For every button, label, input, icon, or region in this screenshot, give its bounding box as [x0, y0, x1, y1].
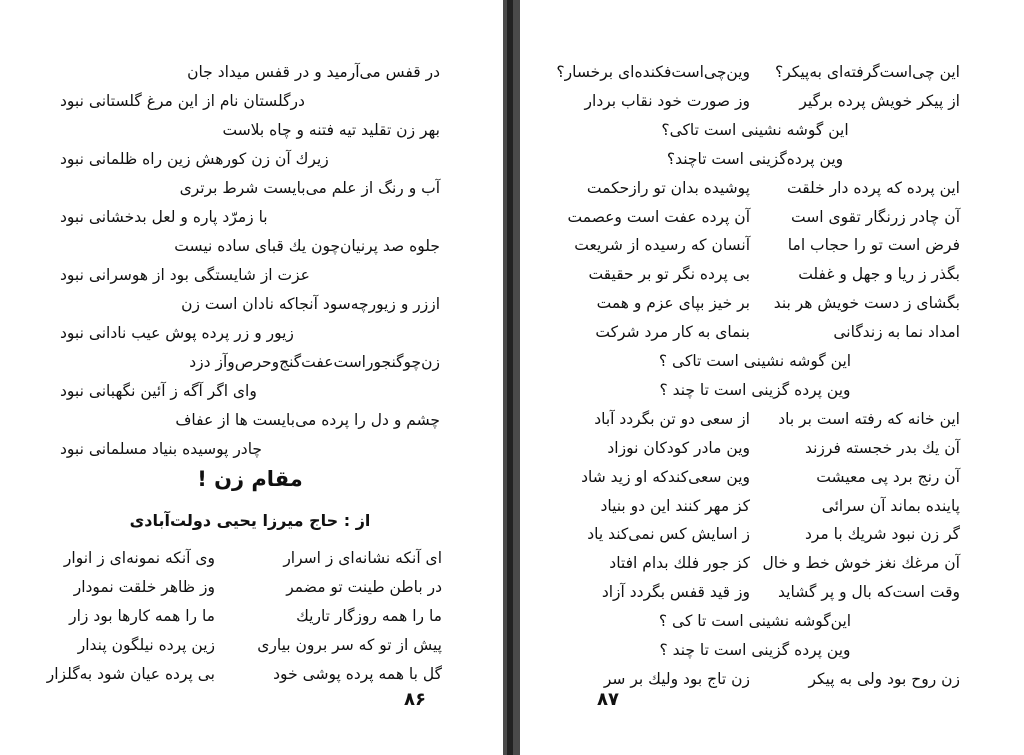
verse-hemistich-right: گل با همه پرده پوشی خود [273, 665, 442, 683]
verse-hemistich-right: پیش از تو که سر برون بیاری [257, 636, 442, 654]
left-page [0, 0, 503, 755]
verse-line: عزت از شایستگی بود از هوسرانی نبود [60, 266, 310, 284]
verse-hemistich-right: پاینده بماند آن سرائی [821, 496, 960, 515]
verse-line: اززر و زیورچه‌سود آنجاکه نادان است زن [181, 295, 440, 313]
verse-hemistich-right: این خانه که رفته است بر باد [778, 409, 960, 428]
verse-line: چادر پوسیده بنیاد مسلمانی نبود [60, 440, 263, 458]
verse-hemistich-left: پوشیده بدان تو رازحکمت [586, 178, 750, 197]
verse-line: زن‌چوگنجوراست‌عفت‌گنج‌وحرص‌وآز دزد [189, 353, 440, 371]
section-title: مقام زن ! [197, 467, 303, 491]
page-number: ۸۶ [404, 689, 426, 710]
verse-hemistich-left: وی آنکه نمونه‌ای ز انوار [63, 549, 215, 567]
refrain-line: وین پرده گزینی است تا چند ؟ [659, 641, 851, 659]
verse-hemistich-left: ز اسایش کس نمی‌کند یاد [587, 525, 750, 544]
verse-line: آب و رنگ از علم می‌بایست شرط برتری [179, 179, 440, 197]
verse-hemistich-right: از پیکر خویش پرده برگیر [799, 91, 960, 110]
verse-hemistich-right: امداد نما به زندگانی [833, 323, 960, 342]
verse-line: زیور و زر پرده پوش عیب نادانی نبود [60, 324, 294, 342]
refrain-line: وین پرده گزینی است تا چند ؟ [659, 380, 851, 399]
refrain-line: وین پرده‌گزینی است تاچند؟ [666, 149, 844, 168]
verse-hemistich-left: وز صورت خود نقاب بردار [584, 91, 750, 110]
verse-line: درگلستان نام از این مرغ گلستانی نبود [60, 92, 305, 110]
verse-hemistich-left: کز مهر کنند این دو بنیاد [600, 496, 750, 515]
verse-hemistich-left: کز جور فلك بدام افتاد [609, 554, 750, 573]
verse-hemistich-left: وز قید قفس بگردد آزاد [601, 583, 750, 602]
verse-hemistich-left: بنمای به کار مرد شرکت [595, 323, 750, 342]
verse-hemistich-left: ما را همه کارها بود زار [69, 607, 215, 625]
verse-hemistich-right: بگشای ز دست خویش هر بند [773, 294, 960, 313]
verse-hemistich-left: وین سعی‌کندکه او زید شاد [581, 467, 750, 486]
verse-line: زیرك آن زن کورهش زین راه ظلمانی نبود [60, 150, 329, 168]
verse-hemistich-left: آن پرده عفت است وعصمت [567, 207, 750, 226]
refrain-line: این گوشه نشینی است تاکی؟ [661, 120, 849, 139]
verse-hemistich-right: آن چادر زرنگار تقوی است [791, 207, 960, 226]
verse-hemistich-left: زین پرده نیلگون پندار [77, 636, 215, 654]
verse-hemistich-right: ما را همه روزگار تاریك [296, 607, 442, 625]
verse-hemistich-left: بی پرده عیان شود به‌گلزار [46, 665, 215, 683]
verse-hemistich-right: گر زن نبود شریك با مرد [804, 525, 960, 544]
verse-line: وای اگر آگه ز آئین نگهبانی نبود [60, 382, 257, 400]
verse-hemistich-left: آنسان که رسیده از شریعت [574, 236, 750, 255]
verse-hemistich-right: در باطن طینت تو مضمر [286, 578, 442, 596]
verse-hemistich-left: زن تاج بود ولیك بر سر [603, 669, 750, 688]
verse-hemistich-right: آن یك بدر خجسته فرزند [804, 438, 960, 457]
verse-hemistich-right: فرض است تو را حجاب اما [787, 236, 960, 255]
verse-hemistich-right: آن رنج برد پی معیشت [816, 467, 960, 486]
verse-hemistich-left: بر خیز بپای عزم و همت [596, 294, 750, 313]
verse-hemistich-left: وز ظاهر خلقت نمودار [73, 578, 215, 596]
verse-hemistich-right: بگذر ز ریا و جهل و غفلت [798, 265, 960, 284]
verse-hemistich-right: وقت است‌که بال و پر گشاید [778, 583, 960, 602]
verse-hemistich-right: این پرده که پرده دار خلقت [787, 178, 960, 197]
refrain-line: این‌گوشه نشینی است تا کی ؟ [658, 612, 852, 631]
verse-hemistich-right: ای آنکه نشانه‌ای ز اسرار [283, 549, 442, 567]
verse-hemistich-left: وین مادر کودکان نوزاد [607, 438, 750, 457]
poem-author: از : حاج میرزا یحیی دولت‌آبادی [129, 511, 371, 530]
verse-line: جلوه صد پرنیان‌چون یك قبای ساده نیست [174, 237, 440, 255]
verse-hemistich-right: این چی‌است‌گرفته‌ای به‌پیکر؟ [774, 63, 960, 81]
verse-hemistich-right: زن روح بود ولی به پیکر [808, 669, 960, 688]
verse-hemistich-left: از سعی دو تن بگردد آباد [594, 409, 750, 428]
right-page [520, 0, 1024, 755]
verse-line: با زمرّد پاره و لعل بدخشانی نبود [60, 208, 268, 226]
verse-hemistich-left: بی پرده نگر تو بر حقیقت [588, 265, 750, 284]
refrain-line: این گوشه نشینی است تاکی ؟ [658, 352, 852, 370]
verse-line: چشم و دل را پرده می‌بایست ها از عفاف [175, 411, 440, 429]
verse-hemistich-left: وین‌چی‌است‌فکنده‌ای برخسار؟ [556, 63, 750, 81]
verse-hemistich-right: آن مرغك نغز خوش خط و خال [762, 554, 960, 573]
verse-line: بهر زن تقلید تیه فتنه و چاه بلاست [222, 121, 440, 139]
verse-line: در قفس می‌آرمید و در قفس میداد جان [187, 63, 440, 81]
page-number: ۸۷ [597, 689, 619, 710]
book-spine-shadow [507, 0, 513, 755]
